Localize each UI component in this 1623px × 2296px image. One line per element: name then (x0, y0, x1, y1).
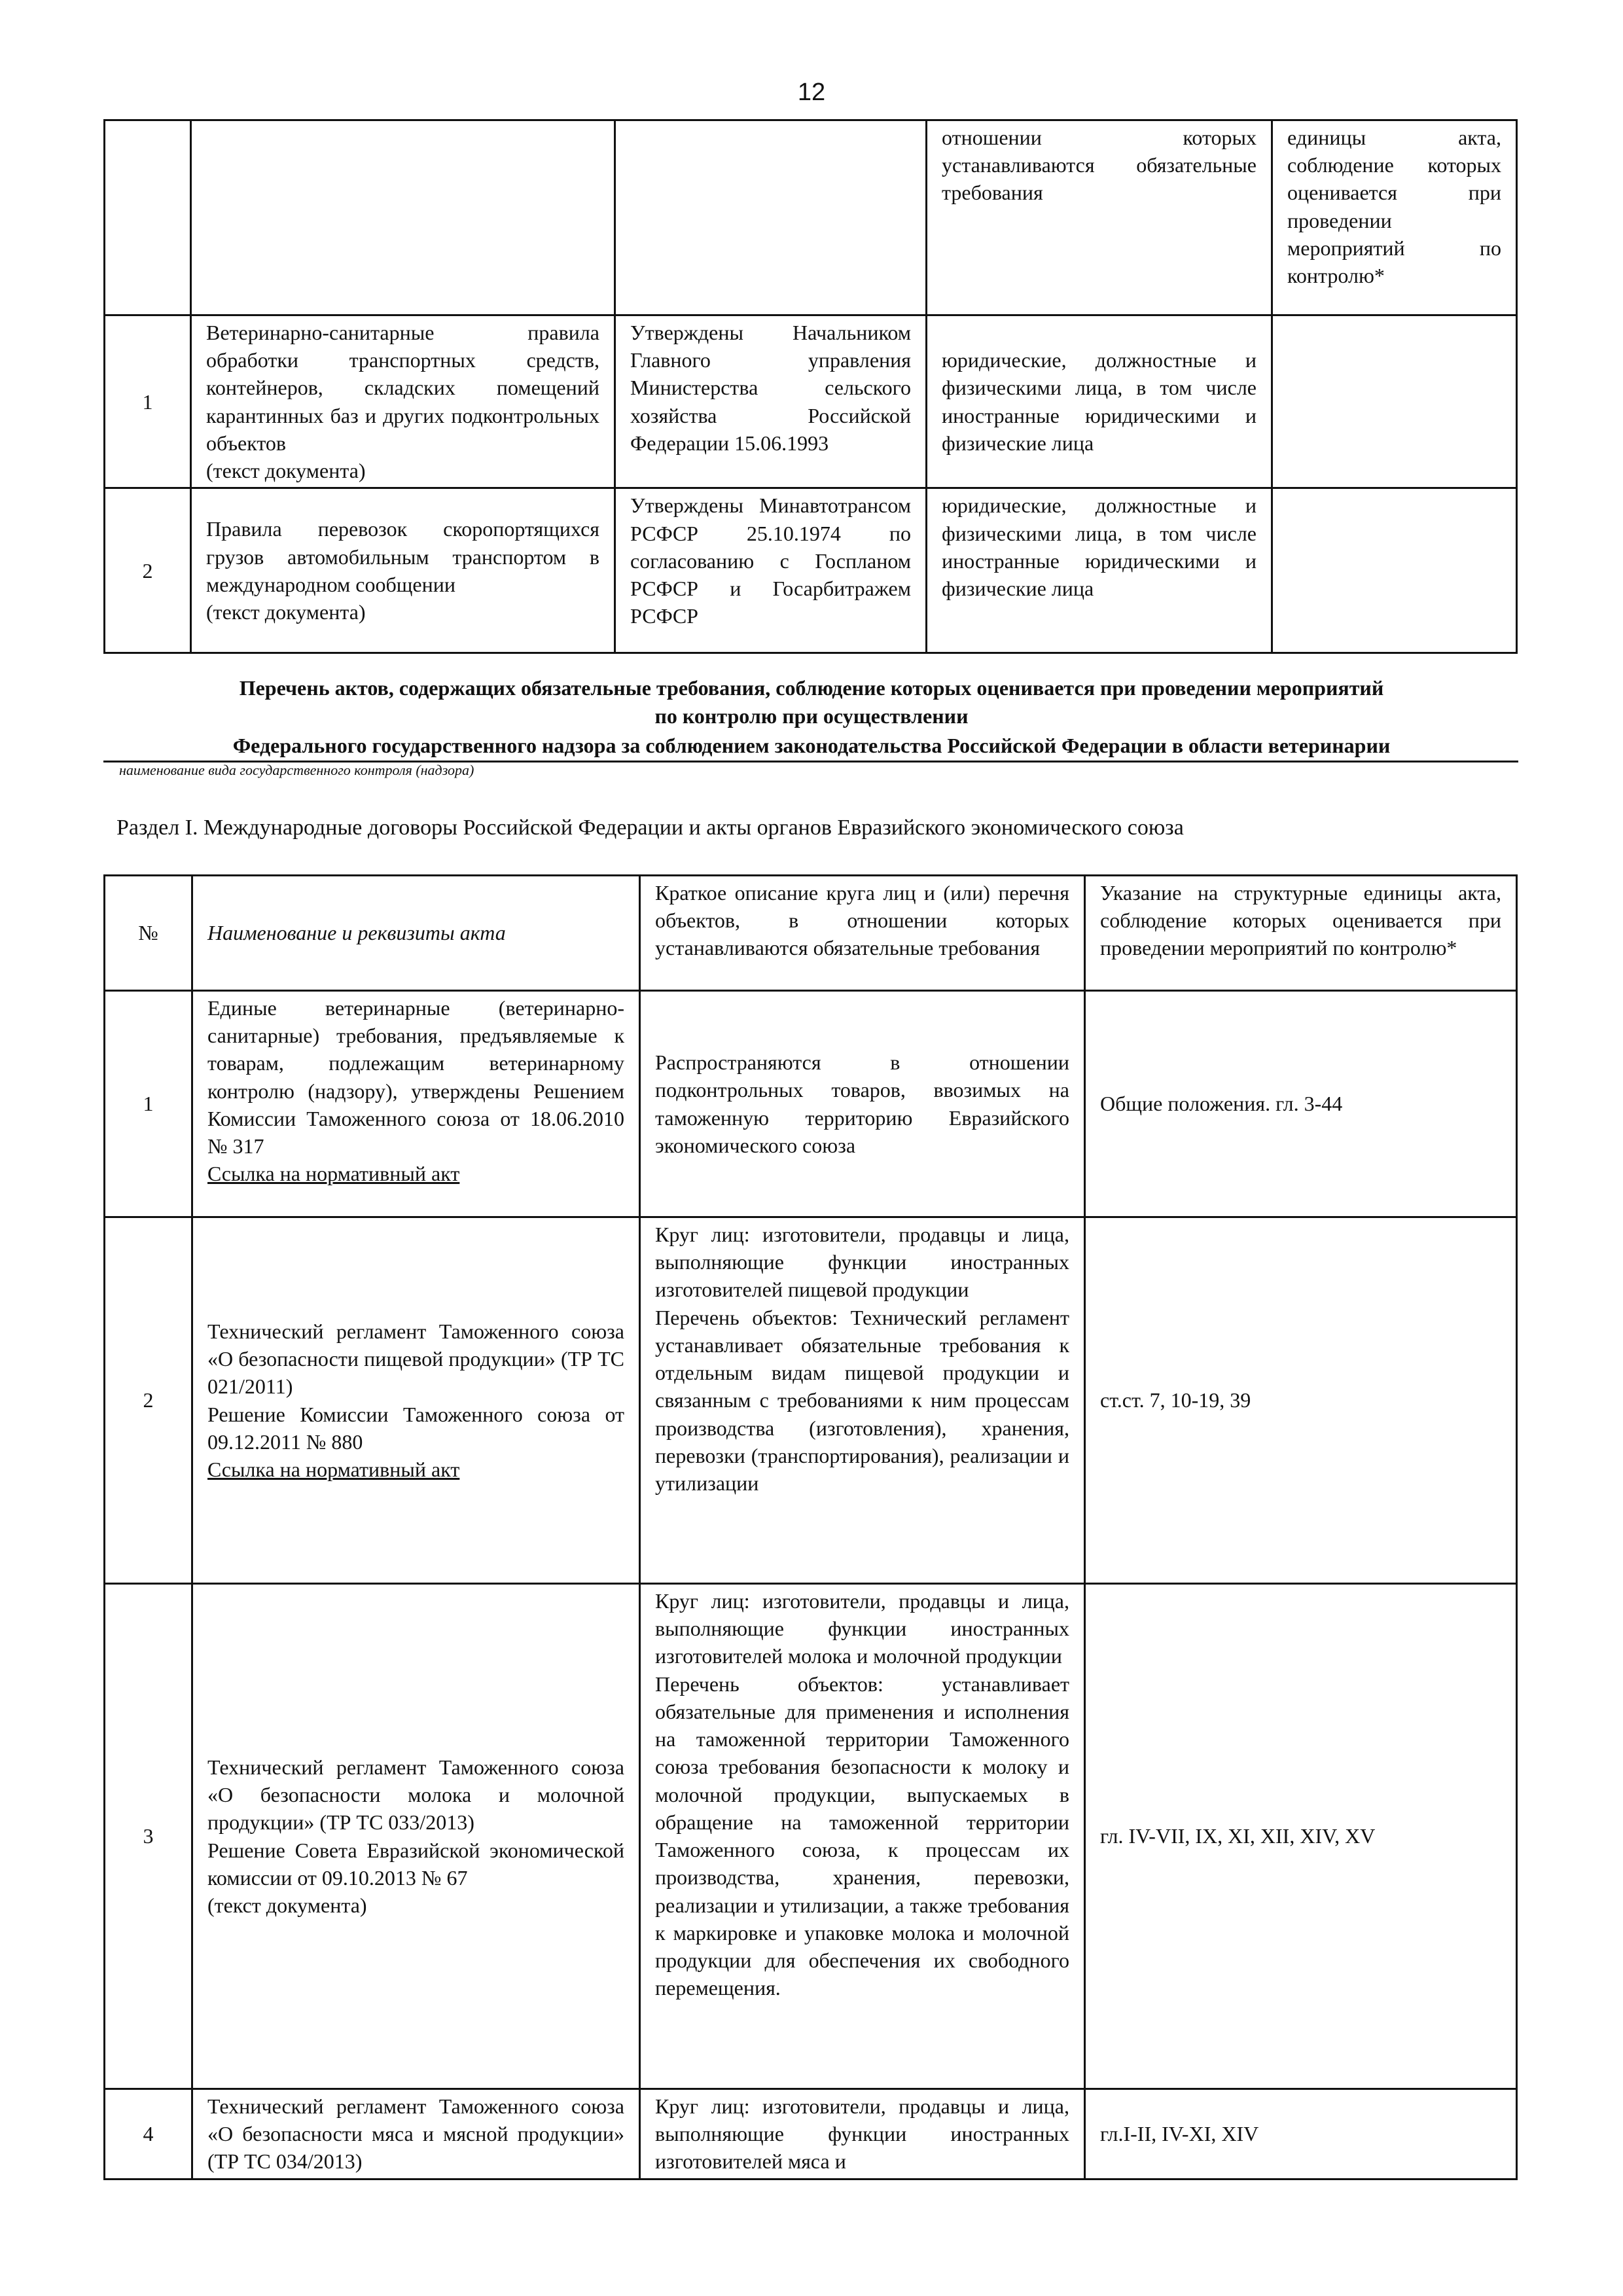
table-row (105, 1584, 1517, 2089)
description-cell (640, 1217, 1085, 1584)
header-reference: Указание на структурные единицы акта, соблюдение которых оценивается при проведении мероприятий по контролю* (1085, 876, 1517, 991)
row-number: 1 (105, 991, 192, 1217)
header-num: № (105, 876, 192, 991)
act-name-cell (192, 1584, 640, 2089)
num-cell (105, 120, 191, 315)
objects-text: Перечень объектов: устанавливает обязательные для применения и исполнения на таможенной территории Таможенного союза требования безопасности к молоку и молочной продукции, выпускаемых в обращение на таможенной территории Таможенного союза, к процессам их производства, хранения, перевозки, реализации и утилизации, а также требования к маркировке и упаковке молока и молочной продукции для обеспечения их свободного перемещения. (655, 1672, 1069, 2000)
row-number: 3 (105, 1584, 192, 2089)
approval-cell: Утверждены Начальником Главного управления Министерства сельского хозяйства Российской Федерации 15.06.1993 (615, 315, 927, 488)
act-name: Правила перевозок скоропортящихся грузов автомобильным транспортом в международном сообщении (206, 517, 599, 596)
reference-cell (1272, 315, 1517, 488)
act-name-cell: Технический регламент Таможенного союза «О безопасности мяса и мясной продукции» (ТР ТС 034/2013) (192, 2089, 640, 2179)
row-number: 2 (105, 488, 191, 653)
subjects-cell: юридические, должностные и физическими лица, в том числе иностранные юридическими и физические лица (927, 488, 1272, 653)
table-row (105, 991, 1517, 1217)
header-name: Наименование и реквизиты акта (192, 876, 640, 991)
description-cell (640, 1584, 1085, 2089)
act-decision: Решение Совета Евразийской экономической комиссии от 09.10.2013 № 67 (207, 1838, 624, 1890)
name-cell (191, 120, 615, 315)
table-row (105, 315, 1517, 488)
act-name-cell (192, 1217, 640, 1584)
act-name-cell (191, 315, 615, 488)
approval-cell: Утверждены Минавтотрансом РСФСР 25.10.1974 по согласованию с Госпланом РСФСР и Госарбитражем РСФСР (615, 488, 927, 653)
table-header-row (105, 876, 1517, 991)
reference-cell: единицы акта, соблюдение которых оценивается при проведении мероприятий по контролю* (1272, 120, 1517, 315)
objects-text: Перечень объектов: Технический регламент устанавливает обязательные требования к отдельным видам пищевой продукции и связанным с требованиями к ним процессам производства (изготовления), хранения, перевозки (транспортирования), реализации и утилизации (655, 1305, 1069, 1496)
document-text-note: (текст документа) (207, 1893, 367, 1917)
description-cell: Круг лиц: изготовители, продавцы и лица, выполняющие функции иностранных изготовителей мяса и (640, 2089, 1085, 2179)
approval-cell (615, 120, 927, 315)
reference-cell: гл. IV-VII, IX, XI, XII, XIV, XV (1085, 1584, 1517, 2089)
header-description: Краткое описание круга лиц и (или) перечня объектов, в отношении которых устанавливаются обязательные требования (640, 876, 1085, 991)
acts-table (103, 874, 1518, 2180)
supervision-caption: наименование вида государственного контроля (надзора) (119, 762, 474, 778)
document-text-note: (текст документа) (206, 459, 366, 483)
act-name: Единые ветеринарные (ветеринарно-санитарные) требования, предъявляемые к товарам, подлежащим ветеринарному контролю (надзору), утверждены Решением Комиссии Таможенного союза от 18.06.2010 № 317 (207, 996, 624, 1158)
row-number: 1 (105, 315, 191, 488)
document-text-note: (текст документа) (206, 600, 366, 624)
normative-act-link[interactable]: Ссылка на нормативный акт (207, 1162, 460, 1186)
row-number: 2 (105, 1217, 192, 1584)
table-row (105, 120, 1517, 315)
reference-cell: ст.ст. 7, 10-19, 39 (1085, 1217, 1517, 1584)
continued-acts-table (103, 119, 1518, 654)
heading-line-1: Перечень актов, содержащих обязательные требования, соблюдение которых оценивается при проведении мероприятий (239, 676, 1384, 700)
act-name: Технический регламент Таможенного союза «О безопасности пищевой продукции» (ТР ТС 021/2011) (207, 1319, 624, 1399)
section-title: Раздел I. Международные договоры Российской Федерации и акты органов Евразийского экономического союза (116, 816, 1184, 840)
supervision-type-name: Федерального государственного надзора за соблюдением законодательства Российской Федерации в области ветеринарии (232, 734, 1391, 757)
page-number: 12 (797, 79, 826, 106)
table-row (105, 2089, 1517, 2179)
act-name-cell (191, 488, 615, 653)
reference-cell: гл.I-II, IV-XI, XIV (1085, 2089, 1517, 2179)
reference-cell: Общие положения. гл. 3-44 (1085, 991, 1517, 1217)
list-heading (98, 674, 1525, 730)
row-number: 4 (105, 2089, 192, 2179)
act-name-cell (192, 991, 640, 1217)
description-cell: Распространяются в отношении подконтрольных товаров, ввозимых на таможенную территорию Евразийского экономического союза (640, 991, 1085, 1217)
table-row (105, 1217, 1517, 1584)
description-cell: отношении которых устанавливаются обязательные требования (927, 120, 1272, 315)
table-row (105, 488, 1517, 653)
persons-text: Круг лиц: изготовители, продавцы и лица, выполняющие функции иностранных изготовителей молока и молочной продукции (655, 1589, 1069, 1668)
persons-text: Круг лиц: изготовители, продавцы и лица, выполняющие функции иностранных изготовителей пищевой продукции (655, 1223, 1069, 1302)
act-name: Ветеринарно-санитарные правила обработки транспортных средств, контейнеров, складских помещений карантинных баз и других подконтрольных объектов (206, 321, 599, 455)
normative-act-link[interactable]: Ссылка на нормативный акт (207, 1457, 460, 1481)
act-name: Технический регламент Таможенного союза «О безопасности молока и молочной продукции» (ТР ТС 033/2013) (207, 1755, 624, 1835)
heading-line-2: по контролю при осуществлении (654, 704, 969, 728)
act-decision: Решение Комиссии Таможенного союза от 09.12.2011 № 880 (207, 1402, 624, 1454)
reference-cell (1272, 488, 1517, 653)
subjects-cell: юридические, должностные и физическими лица, в том числе иностранные юридическими и физические лица (927, 315, 1272, 488)
